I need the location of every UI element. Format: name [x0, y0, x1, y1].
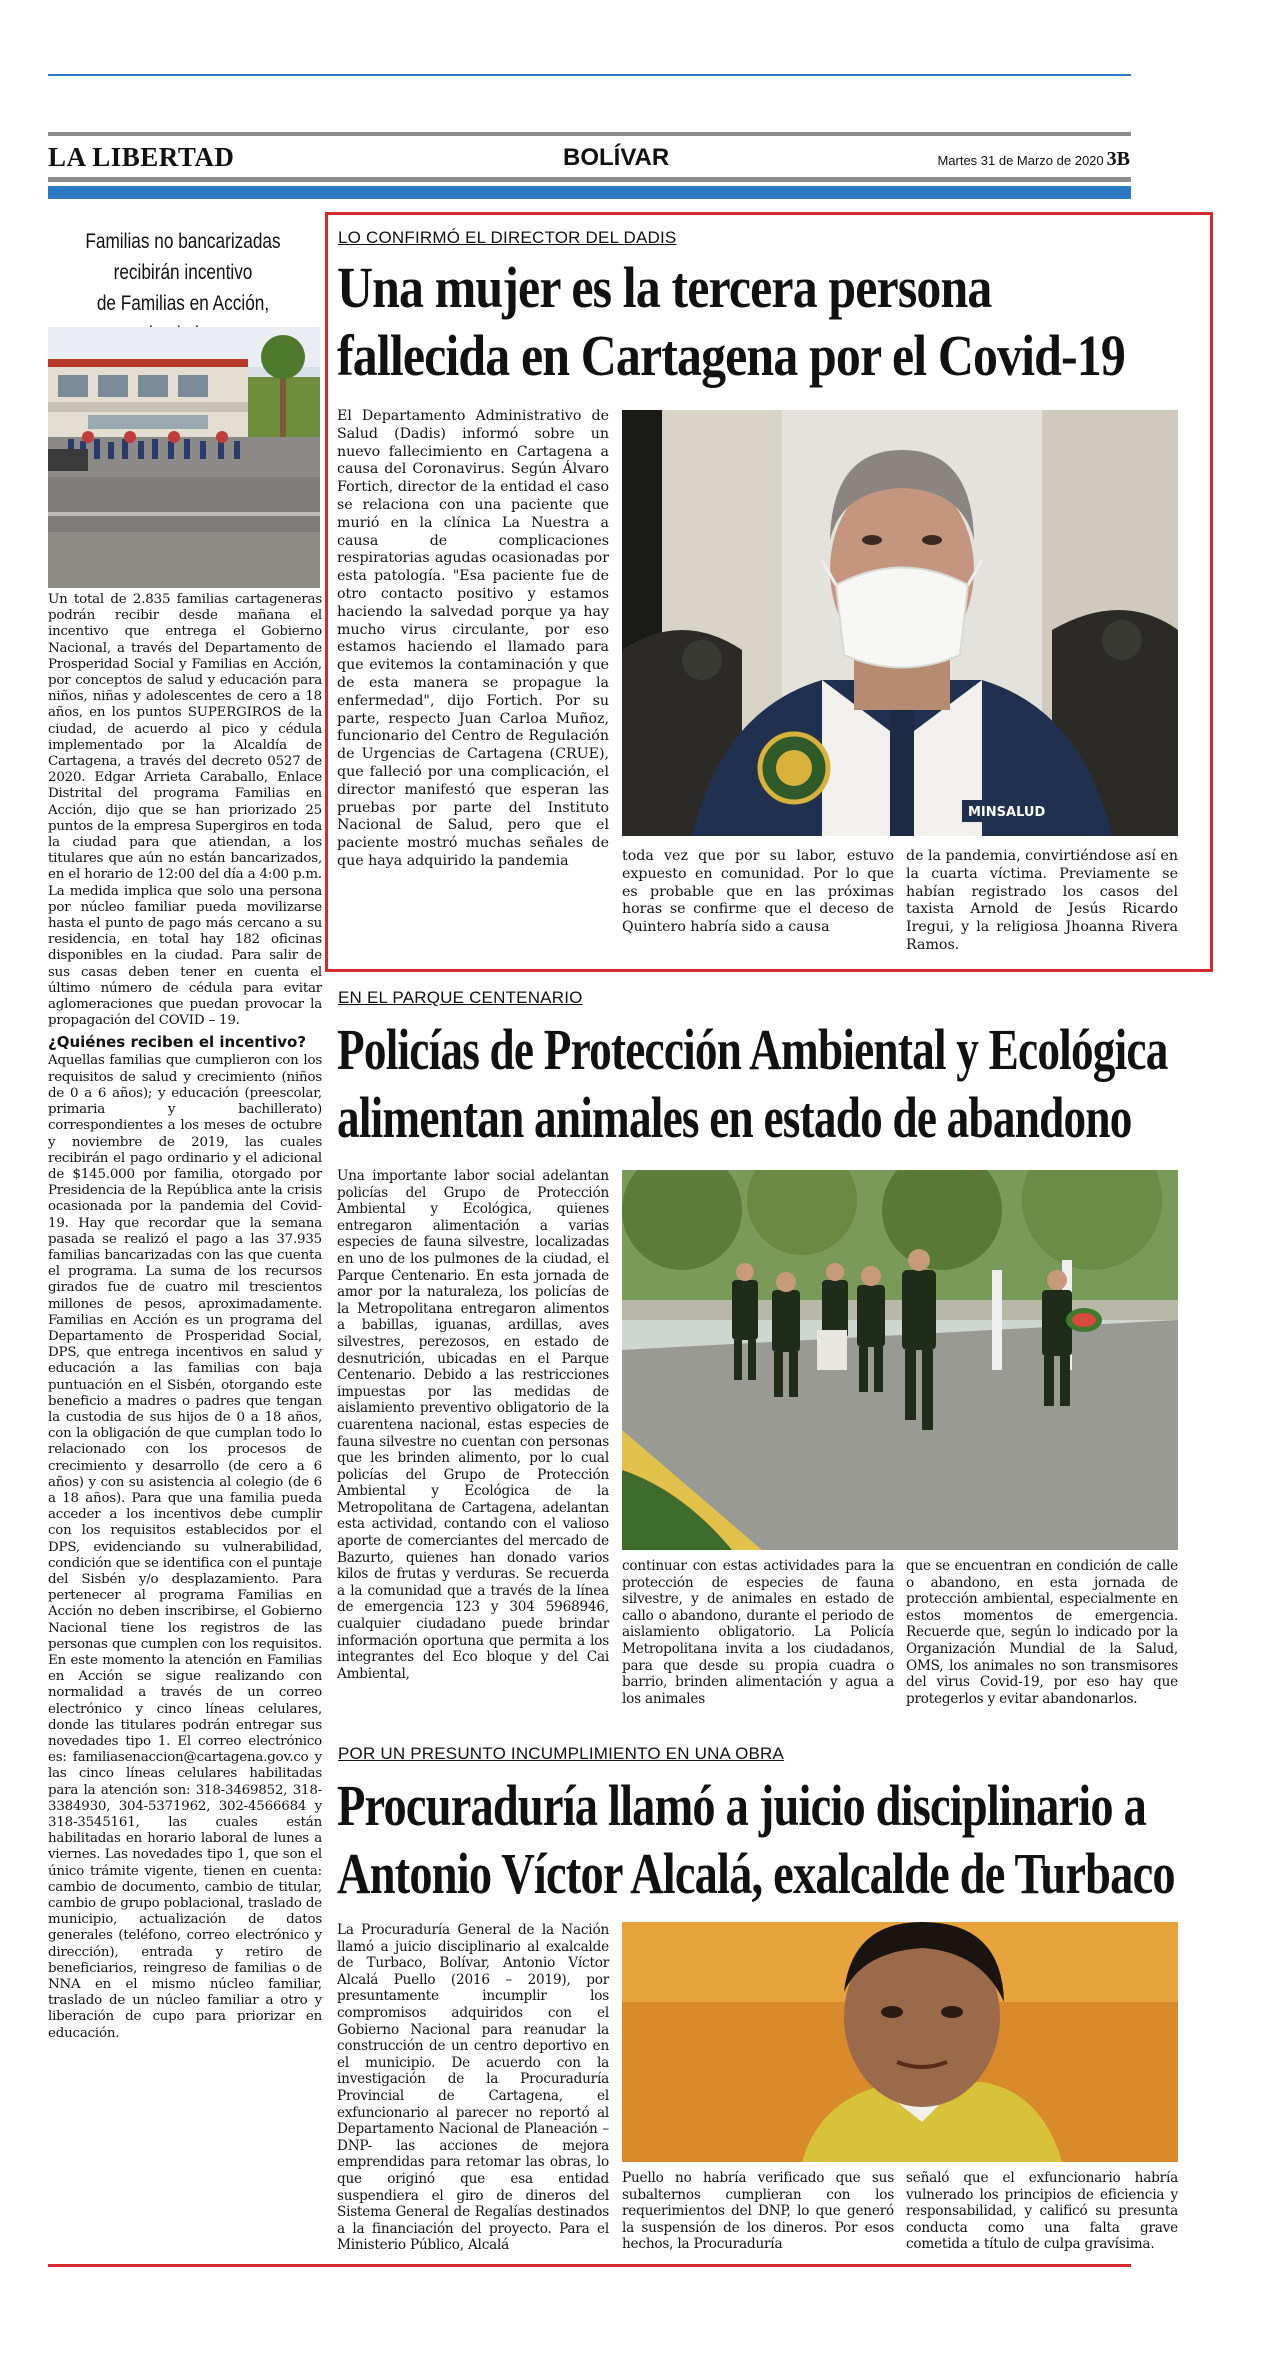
article2-text-col2: continuar con estas actividades para la protección de especies de fauna silvestre, y de animales en estado de callo o abandono, durante el periodo de aislamiento obligatorio. La Policía Metropolitana invita a los ciudadanos, para que desde su propia cuadra o barrio, brinden alimentación y agua a los animales [622, 1558, 894, 1707]
article3-kicker: POR UN PRESUNTO INCUMPLIMIENTO EN UNA OBRA [338, 1744, 785, 1763]
official-wearing-face-mask-photo [622, 410, 1178, 836]
article1-col3 [906, 848, 1178, 955]
article3-headline [337, 1772, 1175, 1908]
article2-text-col3: que se encuentran en condición de calle o abandono, en esta jornada de protección ambiental, especialmente en estos momentos de emergencia. Recuerde que, según lo indicado por la Organización Mundial de la Salud, OMS, los animales no son transmisores del virus Covid-19, por eso hay que protegerlos y evitar abandonarlos. [906, 1558, 1178, 1707]
article1-col2 [622, 848, 894, 937]
article1-headline [337, 254, 1125, 390]
article1-text-col1: El Departamento Administrativo de Salud (Dadis) informó sobre un nuevo fallecimiento en Cartagena a causa del Coronavirus. Según Álvaro Fortich, director de la entidad el caso se relaciona con una paciente que murió en la clínica La Nuestra a causa de complicaciones respiratorias agudas ocasionadas por esta patología. "Esa paciente fue de otro contacto positivo y estamos haciendo la salvedad porque ya hay mucho virus circulante, por eso estamos haciendo el llamado para que evitemos la contaminación y que de esta manera se propague la enfermedad", dijo Fortich. Por su parte, respecto Juan Carloa Muñoz, funcionario del Centro de Regulación de Urgencias de Cartagena (CRUE), que falleció por una complicación, el director manifestó que esperan las pruebas por parte del Instituto Nacional de Salud, pero que el paciente mostró muchas señales de que haya adquirido la pandemia [337, 408, 609, 869]
article2-col1 [337, 1168, 609, 1682]
article3-text-col2: Puello no habría verificado que sus subalternos cumplieran con los requerimientos del DNP, lo que generó la suspensión de los dineros. Por esos hechos, la Procuraduría [622, 2170, 894, 2253]
sidebar-subheading: ¿Quiénes reciben el incentivo? [48, 1033, 307, 1052]
sidebar-paragraph-1: Un total de 2.835 familias cartageneras podrán recibir desde mañana el incentivo que entrega el Gobierno Nacional, a través del Departamento de Prosperidad Social y Familias en Acción, por conceptos de salud y educación para niños, niñas y adolescentes de cero a 18 años, en los puntos SUPERGIROS de la ciudad, de acuerdo al pico y cédula implementado por la Alcaldía de Cartagena, a través del decreto 0527 de 2020. Edgar Arrieta Caraballo, Enlace Distrital del programa Familias en Acción, dijo que se han priorizado 25 puntos de la empresa Supergiros en toda la ciudad para que atiendan, a los titulares que aún no están bancarizados, en el horario de 12:00 del día a 4:00 p.m. La medida implica que solo una persona por núcleo familiar pueda movilizarse hasta el punto de pago más cercano a su residencia, en total hay 182 oficinas disponibles en la ciudad. Para salir de sus casas deben tener en cuenta el último número de cédula para evitar aglomeraciones que puedan provocar la propagación del COVID – 19. [48, 592, 322, 1029]
section-name: BOLÍVAR [563, 144, 670, 171]
article2-text-col1: Una importante labor social adelantan policías del Grupo de Protección Ambiental y Ecológica, quienes entregaron alimentación a varias especies de fauna silvestre, localizadas en uno de los pulmones de la ciudad, el Parque Centenario. En esta jornada de amor por la naturaleza, los policías de la Metropolitana entregaron alimentos a babillas, iguanas, ardillas, aves silvestres, perezosos, en estado de desnutrición, ubicadas en el Parque Centenario. Debido a las restricciones impuestas por las medidas de aislamiento preventivo obligatorio de la cuarentena nacional, estas especies de fauna silvestre no cuentan con personas que les brinden alimento, por lo cual policías del Grupo de Protección Ambiental y Ecológica de la Metropolitana de Cartagena, adelantan esta actividad, contando con el valioso aporte de comerciantes del mercado de Bazurto, quienes han donado varios kilos de frutas y verduras. Se recuerda a la comunidad que a través de la línea de emergencia 123 y 304 5968946, cualquier ciudadano puede brindar información oportuna que permita a los integrantes del Eco bloque y del Cai Ambiental, [337, 1168, 609, 1682]
article2-headline-line1: Policías de Protección Ambiental y Ecológica [337, 1017, 1168, 1082]
article1-kicker: LO CONFIRMÓ EL DIRECTOR DEL DADIS [338, 228, 677, 247]
article3-col2 [622, 2170, 894, 2253]
article3-headline-line1: Procuraduría llamó a juicio disciplinario a [337, 1773, 1146, 1838]
article2-col3 [906, 1558, 1178, 1707]
masthead-rule-top [48, 132, 1131, 136]
minsalud-badge-text: MINSALUD [968, 805, 1046, 820]
article1-headline-line1: Una mujer es la tercera persona [337, 255, 992, 320]
date-text: Martes 31 de Marzo de 2020 [937, 153, 1104, 168]
article1-text-col2: toda vez que por su labor, estuvo expuesto en comunidad. Por lo que es probable que en las próximas horas se confirme que el deceso de Quintero habría sido a causa [622, 848, 894, 936]
article3-text-col1: La Procuraduría General de la Nación llamó a juicio disciplinario al exalcalde de Turbaco, Bolívar, Antonio Víctor Alcalá Puello (2016 – 2019), por presuntamente incumplir los compromisos adquiridos con el Gobierno Nacional para reanudar la construcción de un centro deportivo en el municipio. De acuerdo con la investigación de la Procuraduría Provincial de Cartagena, el exfuncionario al parecer no reportó al Departamento Nacional de Planeación –DNP- las acciones de mejora emprendidas para retomar las obras, lo que originó que esa entidad suspendiera el giro de dineros del Sistema General de Regalías destinados a la financiación del proyecto. Para el Ministerio Público, Alcalá [337, 1922, 609, 2254]
masthead-rule-gray [48, 177, 1131, 182]
article3-col3 [906, 2170, 1178, 2253]
article3-col1 [337, 1922, 609, 2254]
article3-text-col3: señaló que el exfuncionario habría vulnerado los principios de eficiencia y responsabilidad, y calificó su presunta conducta como una falta grave cometida a título de culpa gravísima. [906, 2170, 1178, 2253]
article1-col1 [337, 408, 609, 871]
police-officers-walking-in-park-photo [622, 1170, 1178, 1550]
issue-date [937, 148, 1130, 171]
bottom-rule [48, 2264, 1131, 2267]
sidebar-paragraph-2: Aquellas familias que cumplieron con los requisitos de salud y crecimiento (niños de 0 a 6 años); y educación (preescolar, primaria y bachillerato) correspondientes a los meses de octubre y noviembre de 2019, las cuales recibirán el pago ordinario y el adicional de $145.000 por familia, otorgado por Presidencia de la República ante la crisis ocasionada por la pandemia del Covid-19. Hay que recordar que la semana pasada se realizó el pago a las 37.935 familias bancarizadas con las que cuenta el programa. La suma de los recursos girados fue de cuatro mil trescientos millones de pesos, aproximadamente. Familias en Acción es un programa del Departamento de Prosperidad Social, DPS, que entrega incentivos en salud y educación a las familias con baja puntuación en el Sisbén, otorgando este beneficio a madres o padres que tengan la custodia de sus hijos de 0 a 18 años, con la obligación de que cumplan todo lo relacionado con los procesos de crecimiento y desarrollo (de cero a 6 años) y con su asistencia al colegio (de 6 a 18 años). Para que una familia pueda acceder a los incentivos debe cumplir con los requisitos establecidos por el DPS, evidenciando su vulnerabilidad, condición que se identifica con el puntaje del Sisbén y/o desplazamiento. Para pertenecer al programa Familias en Acción no deben inscribirse, el Gobierno Nacional tiene los registros de las personas que cumplen con los requisitos. En este momento la atención en Familias en Acción se sigue realizando con normalidad a través de un correo electrónico y cinco líneas celulares, donde las titulares podrán entregar sus novedades tipo 1. El correo electrónico es: familiasenaccion@cartagena.gov.co y las cinco líneas celulares habilitadas para la atención son: 318-3469852, 318-3384930, 304-5371962, 302-4566684 y 318-3545161, las cuales están habilitadas en horario laboral de lunes a viernes. Las novedades tipo 1, que son el único trámite vigente, tienen en cuenta: cambio de documento, cambio de titular, cambio de grupo poblacional, traslado de municipio, actualización de datos generales (teléfono, correo electrónico y dirección), entrada y retiro de beneficiarios, reingreso de familias o de NNA en el mismo núcleo familiar, traslado de un núcleo familiar a otro y liberación de cupo para priorizar en educación. [48, 1053, 323, 2041]
article2-kicker: EN EL PARQUE CENTENARIO [338, 988, 583, 1007]
masthead-rule-blue [48, 186, 1131, 199]
newspaper-name: LA LIBERTAD [48, 142, 235, 172]
sidebar-headline-line2: de Familias en Acción, [96, 292, 270, 315]
man-portrait-photo [622, 1922, 1178, 2162]
article2-headline-line2: alimentan animales en estado de abandono [337, 1085, 1132, 1150]
page-number: 3B [1106, 148, 1130, 170]
crowd-outside-building-photo [48, 327, 320, 588]
article3-headline-line2: Antonio Víctor Alcalá, exalcalde de Turbaco [337, 1841, 1175, 1906]
article1-headline-line2: fallecida en Cartagena por el Covid-19 [337, 323, 1125, 388]
article2-col2 [622, 1558, 894, 1707]
top-rule [48, 74, 1131, 76]
article1-text-col3: de la pandemia, convirtiéndose así en la cuarta víctima. Previamente se habían registrado los casos del taxista Arnold de Jesús Ricardo Iregui, y la religiosa Jhoanna Rivera Ramos. [906, 848, 1178, 953]
article2-headline [337, 1016, 1168, 1152]
sidebar-headline-line1: Familias no bancarizadas recibirán incentivo [85, 230, 281, 284]
sidebar-body [48, 592, 322, 2042]
